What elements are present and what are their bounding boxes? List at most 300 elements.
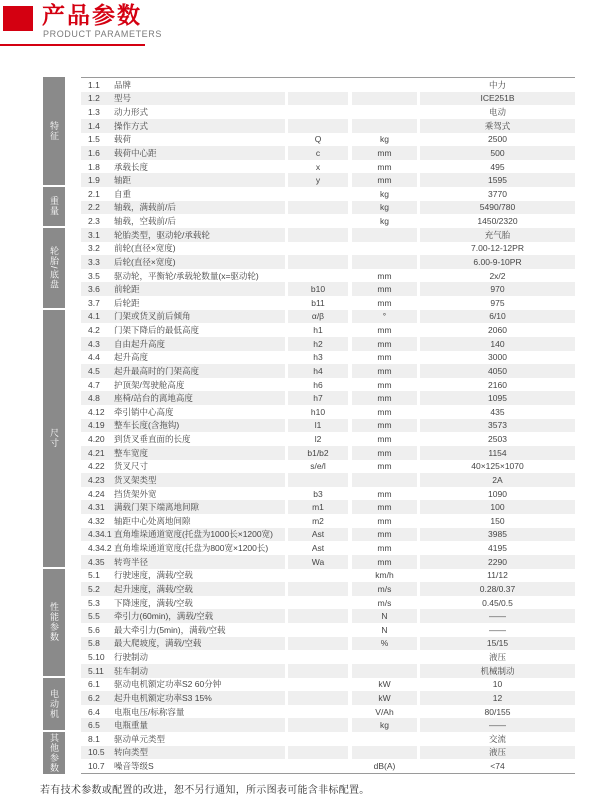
param-number: 4.22 <box>88 461 105 472</box>
table-row <box>81 323 575 337</box>
param-number: 5.1 <box>88 570 100 581</box>
param-unit: mm <box>377 325 392 336</box>
param-symbol <box>288 637 348 651</box>
param-value: 充气胎 <box>420 228 575 242</box>
param-value: 2x/2 <box>489 270 506 281</box>
table-row <box>81 609 575 623</box>
param-symbol <box>288 746 348 760</box>
table-row <box>81 664 575 678</box>
param-symbol: Wa <box>288 555 348 569</box>
table-row <box>81 378 575 392</box>
param-name: 最大牵引力(5min)，满载/空载 <box>114 624 226 635</box>
table-row <box>81 296 575 310</box>
param-name: 前轮(直径×宽度) <box>114 243 176 254</box>
param-symbol: h4 <box>288 364 348 378</box>
param-value: 80/155 <box>484 706 511 717</box>
param-value: 乘驾式 <box>420 119 575 133</box>
param-name: 行驶速度，满载/空载 <box>114 570 193 581</box>
table-row <box>81 160 575 174</box>
table-section <box>43 732 575 774</box>
param-value: 2290 <box>420 555 575 569</box>
param-name: 行驶制动 <box>114 652 149 663</box>
param-value: 435 <box>490 406 505 417</box>
param-value: 6.00-9-10PR <box>420 255 575 269</box>
param-value: 140 <box>420 337 575 351</box>
param-value: 交流 <box>488 733 506 744</box>
param-value: 0.45/0.5 <box>482 597 513 608</box>
table-row <box>81 500 575 514</box>
param-cell <box>81 582 285 596</box>
param-unit: kg <box>380 188 389 199</box>
param-cell <box>81 528 285 542</box>
param-value: 中力 <box>488 79 506 90</box>
param-name: 载荷 <box>114 134 132 145</box>
param-value: 3770 <box>488 188 507 199</box>
param-unit: mm <box>352 364 417 378</box>
param-number: 1.2 <box>88 93 100 104</box>
param-name: 驱动轮，平衡轮/承载轮数量(x=驱动轮) <box>114 270 259 281</box>
param-value: 500 <box>420 146 575 160</box>
param-number: 4.3 <box>88 338 100 349</box>
param-symbol: m1 <box>288 500 348 514</box>
param-value: 1450/2320 <box>477 216 518 227</box>
param-symbol <box>288 473 348 487</box>
param-unit <box>352 78 417 92</box>
param-cell <box>81 446 285 460</box>
param-cell <box>81 78 285 92</box>
table-section <box>43 228 575 310</box>
param-cell <box>81 351 285 365</box>
param-number: 4.34.1 <box>88 529 112 540</box>
param-value: 495 <box>490 161 505 172</box>
param-cell <box>81 323 285 337</box>
param-number: 5.3 <box>88 597 100 608</box>
param-symbol: Q <box>314 134 322 145</box>
param-number: 1.6 <box>88 147 100 158</box>
param-unit: mm <box>352 419 417 433</box>
param-cell <box>81 119 285 133</box>
param-value: 4050 <box>420 364 575 378</box>
param-cell <box>81 228 285 242</box>
param-symbol <box>288 623 348 637</box>
param-unit: mm <box>377 406 392 417</box>
param-symbol: y <box>288 173 348 187</box>
param-cell <box>81 705 285 719</box>
param-cell <box>81 92 285 106</box>
param-number: 1.1 <box>88 79 100 90</box>
table-row <box>81 528 575 542</box>
category-cell <box>43 187 65 228</box>
table-row <box>81 282 575 296</box>
param-symbol: h6 <box>313 379 323 390</box>
table-row <box>81 214 575 228</box>
param-number: 3.7 <box>88 297 100 308</box>
param-name: 后轮(直径×宽度) <box>114 256 176 267</box>
param-value: 电动 <box>488 107 506 118</box>
param-symbol <box>288 255 348 269</box>
param-unit: V/Ah <box>375 706 394 717</box>
param-name: 起升高度 <box>114 352 149 363</box>
param-value: 液压 <box>420 746 575 760</box>
param-symbol <box>288 732 348 746</box>
param-unit: mm <box>352 528 417 542</box>
param-number: 10.7 <box>88 761 105 772</box>
param-number: 4.21 <box>88 447 105 458</box>
param-symbol: l1 <box>288 419 348 433</box>
param-unit: m/s <box>352 582 417 596</box>
table-row <box>81 705 575 719</box>
param-name: 护顶架/驾驶舱高度 <box>114 379 185 390</box>
param-cell <box>81 759 285 773</box>
param-number: 6.1 <box>88 679 100 690</box>
category-label: 尺寸 <box>49 428 59 449</box>
param-unit: m/s <box>377 597 392 608</box>
param-symbol: h3 <box>313 352 323 363</box>
param-name: 轮胎类型，驱动轮/承载轮 <box>114 229 210 240</box>
param-unit: mm <box>377 434 392 445</box>
table-section <box>43 187 575 228</box>
param-cell <box>81 173 285 187</box>
param-value: 3985 <box>420 528 575 542</box>
param-name: 整车长度(含拖钩) <box>114 420 180 431</box>
param-number: 3.6 <box>88 284 100 295</box>
param-value: 0.28/0.37 <box>420 582 575 596</box>
param-value: 1154 <box>420 446 575 460</box>
param-symbol <box>288 569 348 583</box>
param-number: 6.2 <box>88 692 100 703</box>
category-label: 其他参数 <box>49 732 59 773</box>
param-cell <box>81 746 285 760</box>
param-unit: kg <box>380 216 389 227</box>
param-cell <box>81 473 285 487</box>
param-value: 2500 <box>488 134 507 145</box>
param-number: 2.3 <box>88 216 100 227</box>
param-unit <box>352 746 417 760</box>
param-number: 5.11 <box>88 665 104 676</box>
section-rows <box>81 678 575 733</box>
param-symbol: h7 <box>288 391 348 405</box>
section-rows <box>81 569 575 678</box>
param-number: 3.1 <box>88 229 100 240</box>
param-number: 2.1 <box>88 188 100 199</box>
param-cell <box>81 133 285 147</box>
param-number: 1.8 <box>88 161 100 172</box>
param-name: 起升电机额定功率S3 15% <box>114 692 212 703</box>
section-rows <box>81 732 575 774</box>
param-name: 轴距 <box>114 175 132 186</box>
param-symbol <box>288 242 348 256</box>
param-value: 6/10 <box>420 310 575 324</box>
param-name: 电瓶电压/标称容量 <box>114 706 185 717</box>
param-name: 操作方式 <box>114 120 149 131</box>
param-unit <box>352 650 417 664</box>
table-row <box>81 759 575 773</box>
param-value: 机械制动 <box>420 664 575 678</box>
param-symbol: b1/b2 <box>288 446 348 460</box>
table-row <box>81 691 575 705</box>
param-cell <box>81 514 285 528</box>
param-value: 2A <box>420 473 575 487</box>
param-unit: % <box>352 637 417 651</box>
param-value: 1090 <box>488 488 507 499</box>
param-value: 5490/780 <box>420 201 575 215</box>
param-unit: mm <box>352 173 417 187</box>
table-row <box>81 718 575 732</box>
table-row <box>81 432 575 446</box>
param-cell <box>81 419 285 433</box>
param-name: 动力形式 <box>114 107 149 118</box>
param-symbol <box>288 664 348 678</box>
param-value: 15/15 <box>420 637 575 651</box>
param-unit <box>352 664 417 678</box>
table-row <box>81 650 575 664</box>
section-rows <box>81 228 575 310</box>
param-name: 到货叉垂直面的长度 <box>114 434 191 445</box>
param-number: 5.10 <box>88 652 105 663</box>
param-value: 1095 <box>420 391 575 405</box>
param-symbol: Ast <box>288 528 348 542</box>
category-cell <box>43 678 65 733</box>
param-unit <box>352 228 417 242</box>
category-cell <box>43 77 65 187</box>
param-name: 货叉架类型 <box>114 474 157 485</box>
spec-table <box>43 77 575 774</box>
param-number: 4.4 <box>88 352 100 363</box>
param-value: <74 <box>490 761 505 772</box>
param-cell <box>81 378 285 392</box>
param-cell <box>81 650 285 664</box>
param-name: 驱动电机额定功率S2 60分钟 <box>114 679 222 690</box>
param-unit: km/h <box>375 570 394 581</box>
category-cell <box>43 228 65 310</box>
param-symbol <box>288 678 348 692</box>
param-symbol <box>288 228 348 242</box>
param-value: 2060 <box>488 325 507 336</box>
param-symbol <box>288 92 348 106</box>
param-cell <box>81 242 285 256</box>
param-value: 7.00-12-12PR <box>471 243 524 254</box>
param-number: 1.5 <box>88 134 100 145</box>
param-symbol: s/e/l <box>310 461 326 472</box>
category-cell <box>43 732 65 774</box>
param-name: 座椅/站台的离地高度 <box>114 393 193 404</box>
param-cell <box>81 201 285 215</box>
param-name: 挡货架外宽 <box>114 488 157 499</box>
param-number: 1.4 <box>88 120 100 131</box>
param-unit: kW <box>378 679 391 690</box>
param-symbol <box>288 214 348 228</box>
param-number: 5.5 <box>88 611 100 622</box>
param-value: ICE251B <box>420 92 575 106</box>
param-symbol <box>288 105 348 119</box>
param-value: 150 <box>490 515 505 526</box>
param-cell <box>81 364 285 378</box>
table-section <box>43 77 575 187</box>
param-name: 驱动单元类型 <box>114 733 166 744</box>
page-title: 产品参数 <box>42 2 142 28</box>
param-name: 起升速度，满载/空载 <box>114 583 193 594</box>
param-symbol <box>288 187 348 201</box>
param-number: 4.20 <box>88 434 105 445</box>
param-name: 货叉尺寸 <box>114 461 149 472</box>
param-symbol: m2 <box>312 515 324 526</box>
table-row <box>81 133 575 147</box>
param-unit: ° <box>352 310 417 324</box>
param-unit: mm <box>377 297 392 308</box>
param-value: —— <box>489 624 506 635</box>
param-symbol <box>288 650 348 664</box>
param-value: 2160 <box>488 379 507 390</box>
table-row <box>81 446 575 460</box>
param-value: 100 <box>420 500 575 514</box>
param-unit: mm <box>377 488 392 499</box>
section-rows <box>81 187 575 228</box>
param-cell <box>81 596 285 610</box>
table-row <box>81 351 575 365</box>
param-name: 门架下降后的最低高度 <box>114 325 200 336</box>
category-label: 电动机 <box>49 688 59 719</box>
param-cell <box>81 732 285 746</box>
param-unit: mm <box>377 352 392 363</box>
param-cell <box>81 214 285 228</box>
param-value: 12 <box>420 691 575 705</box>
param-value: 975 <box>490 297 505 308</box>
param-unit: kg <box>380 134 389 145</box>
param-number: 6.4 <box>88 706 100 717</box>
param-unit: mm <box>352 555 417 569</box>
param-cell <box>81 460 285 474</box>
param-unit: mm <box>377 379 392 390</box>
param-cell <box>81 146 285 160</box>
table-row <box>81 173 575 187</box>
table-row <box>81 146 575 160</box>
param-unit <box>352 242 417 256</box>
param-unit: N <box>352 609 417 623</box>
param-unit: mm <box>377 543 392 554</box>
param-name: 起升最高时的门架高度 <box>114 365 200 376</box>
param-symbol <box>288 759 348 773</box>
param-number: 4.7 <box>88 379 100 390</box>
param-unit: kg <box>352 201 417 215</box>
param-number: 3.2 <box>88 243 100 254</box>
param-name: 噪音等级S <box>114 761 154 772</box>
param-value: 11/12 <box>487 570 508 581</box>
category-label: 重量 <box>49 196 59 217</box>
param-cell <box>81 160 285 174</box>
section-rows <box>81 310 575 569</box>
table-row <box>81 596 575 610</box>
table-row <box>81 746 575 760</box>
category-label: 性能参数 <box>49 602 59 642</box>
page-subtitle: PRODUCT PARAMETERS <box>43 29 162 39</box>
param-cell <box>81 664 285 678</box>
param-cell <box>81 691 285 705</box>
param-name: 自重 <box>114 188 132 199</box>
param-symbol <box>288 119 348 133</box>
param-value: 3000 <box>488 352 507 363</box>
footnote-text: 若有技术参数或配置的改进，恕不另行通知，所示图表可能含非标配置。 <box>40 785 370 796</box>
table-row <box>81 92 575 106</box>
param-value: 3573 <box>420 419 575 433</box>
param-value: 970 <box>420 282 575 296</box>
param-name: 后轮距 <box>114 297 140 308</box>
table-row <box>81 460 575 474</box>
param-number: 3.3 <box>88 256 100 267</box>
table-section <box>43 569 575 678</box>
table-row <box>81 255 575 269</box>
param-symbol <box>288 582 348 596</box>
table-row <box>81 541 575 555</box>
table-row <box>81 582 575 596</box>
table-row <box>81 78 575 92</box>
param-cell <box>81 296 285 310</box>
param-symbol: h10 <box>310 406 326 417</box>
param-name: 牵引力(60min)，满载/空载 <box>114 611 214 622</box>
param-name: 直角堆垛通道宽度(托盘为800宽×1200长) <box>114 543 269 554</box>
param-number: 4.23 <box>88 474 105 485</box>
param-number: 8.1 <box>88 733 100 744</box>
param-number: 5.6 <box>88 624 100 635</box>
param-name: 承载长度 <box>114 161 149 172</box>
param-name: 前轮距 <box>114 284 140 295</box>
param-name: 自由起升高度 <box>114 338 166 349</box>
param-number: 4.31 <box>88 502 105 513</box>
param-number: 4.12 <box>88 406 105 417</box>
category-cell <box>43 310 65 569</box>
param-name: 转弯半径 <box>114 556 149 567</box>
param-number: 4.1 <box>88 311 100 322</box>
category-label: 特征 <box>49 121 59 141</box>
table-row <box>81 119 575 133</box>
table-row <box>81 637 575 651</box>
param-cell <box>81 487 285 501</box>
param-unit: mm <box>377 270 392 281</box>
param-symbol: l2 <box>314 434 322 445</box>
param-cell <box>81 255 285 269</box>
param-cell <box>81 555 285 569</box>
param-symbol <box>288 269 348 283</box>
param-unit: dB(A) <box>373 761 396 772</box>
param-unit: mm <box>377 161 392 172</box>
param-symbol: h1 <box>313 325 323 336</box>
param-number: 4.19 <box>88 420 105 431</box>
param-cell <box>81 541 285 555</box>
param-symbol: b11 <box>311 297 325 308</box>
param-name: 直角堆垛通道宽度(托盘为1000长×1200宽) <box>114 529 273 540</box>
param-name: 最大爬坡度，满载/空载 <box>114 638 202 649</box>
param-number: 5.8 <box>88 638 100 649</box>
param-name: 转向类型 <box>114 747 149 758</box>
category-label: 轮胎/底盘 <box>49 245 59 290</box>
param-name: 轴距中心处离地间隙 <box>114 515 191 526</box>
table-row <box>81 678 575 692</box>
category-cell <box>43 569 65 678</box>
table-row <box>81 310 575 324</box>
param-cell <box>81 105 285 119</box>
param-symbol: h2 <box>288 337 348 351</box>
table-row <box>81 269 575 283</box>
param-name: 整车宽度 <box>114 447 149 458</box>
table-row <box>81 228 575 242</box>
param-name: 轴载，空载前/后 <box>114 216 176 227</box>
param-unit: mm <box>352 391 417 405</box>
param-cell <box>81 718 285 732</box>
param-unit <box>352 473 417 487</box>
param-symbol <box>288 718 348 732</box>
param-number: 1.9 <box>88 175 100 186</box>
param-cell <box>81 310 285 324</box>
param-value: 4195 <box>488 543 507 554</box>
